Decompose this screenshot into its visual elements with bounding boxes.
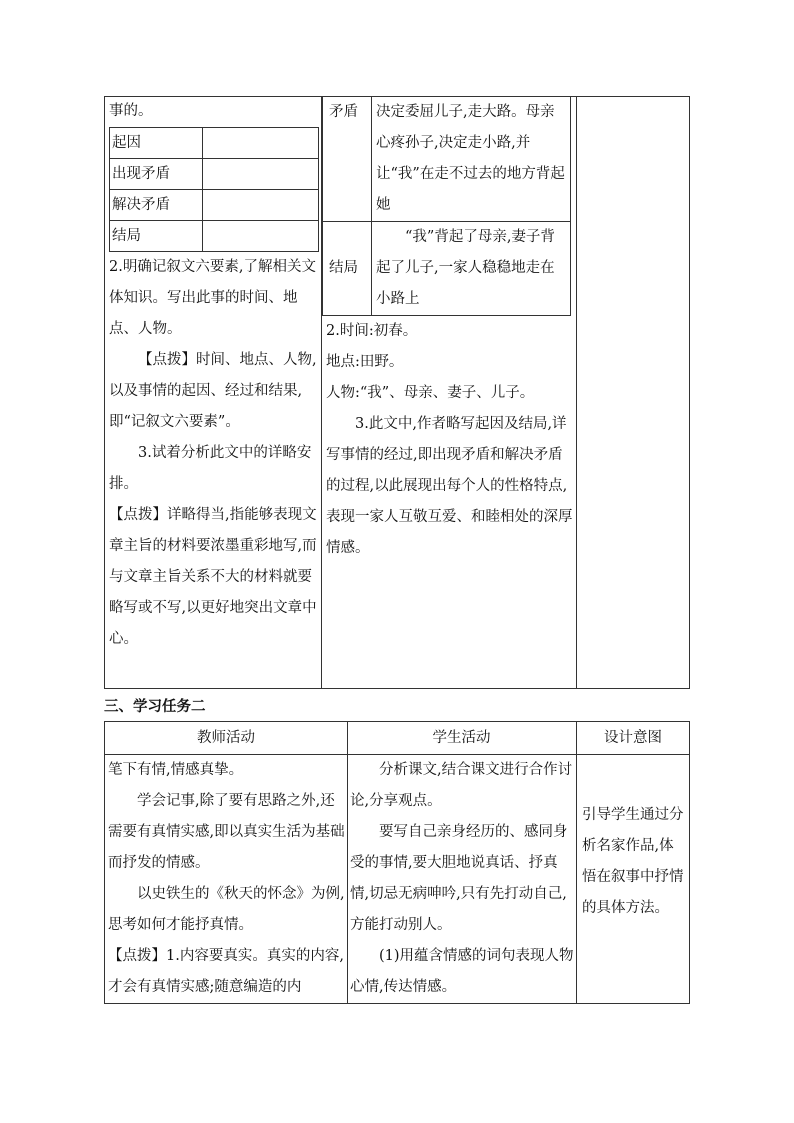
question-3: 3.试着分析此文中的详略安排。: [109, 445, 312, 492]
teacher-title: 笔下有情,情感真挚。: [108, 762, 244, 778]
table-row: [110, 221, 319, 252]
teacher-paragraph: 以史铁生的《秋天的怀念》为例,思考如何才能抒真情。: [108, 886, 345, 933]
plot-blank: [203, 128, 319, 159]
student-paragraph: 分析课文,结合课文进行合作讨论,分享观点。: [350, 762, 573, 809]
header-teacher: 教师活动: [197, 730, 255, 746]
section-title: 三、学习任务二: [104, 699, 206, 715]
row-text: “我”背起了母亲,妻子背起了儿子,一家人稳稳地走在小路上: [372, 222, 571, 316]
answer-place: 地点:田野。: [326, 354, 404, 370]
column-divider: [576, 722, 577, 1003]
table-row: [110, 190, 319, 221]
table-row: [323, 97, 571, 222]
question-2: 2.明确记叙文六要素,了解相关文体知识。写出此事的时间、地点、人物。: [109, 259, 316, 337]
plot-blank: [203, 159, 319, 190]
answer-people: 人物:“我”、母亲、妻子、儿子。: [326, 385, 535, 401]
tip-1: 【点拨】时间、地点、人物,以及事情的起因、经过和结果,即“记叙文六要素”。: [109, 352, 317, 430]
column-divider: [576, 97, 577, 688]
table-row: [110, 128, 319, 159]
teacher-activity-cell: [108, 755, 346, 1003]
teacher-paragraph: 学会记事,除了要有思路之外,还需要有真情实感,即以真实生活为基础而抒发的情感。: [108, 793, 345, 871]
plot-structure-table: [109, 127, 319, 252]
answer-time: 2.时间:初春。: [326, 323, 418, 339]
plot-blank: [203, 190, 319, 221]
teacher-tip: 【点拨】1.内容要真实。真实的内容,才会有真情实感;随意编造的内: [108, 948, 344, 995]
plot-label: 结局: [110, 221, 203, 252]
teacher-activity-cell: [105, 96, 321, 655]
plot-blank: [203, 221, 319, 252]
student-activity-cell: [350, 755, 576, 1003]
answer-3: 3.此文中,作者略写起因及结局,详写事情的经过,即出现矛盾和解决矛盾的过程,以此展现出每个人的性格特点,表现一家人互敬互爱、和睦相处的深厚情感。: [326, 416, 573, 556]
column-divider: [347, 722, 348, 1003]
header-intent: 设计意图: [604, 730, 662, 746]
intro-text: 事的。: [109, 103, 153, 119]
student-paragraph: 要写自己亲身经历的、感同身受的事情,要大胆地说真话、抒真情,切忌无病呻吟,只有先打动自己,方能打动别人。: [350, 824, 568, 933]
row-label: 结局: [323, 222, 372, 316]
student-paragraph: (1)用蕴含情感的词句表现人物心情,传达情感。: [350, 948, 574, 995]
table-row: [110, 159, 319, 190]
design-intent-cell: 引导学生通过分析名家作品,体悟在叙事中抒情的具体方法。: [582, 807, 684, 916]
table-row: [323, 222, 571, 316]
header-student: 学生活动: [432, 730, 491, 746]
student-answer-cell: [326, 316, 574, 564]
tip-2: 【点拨】详略得当,指能够表现文章主旨的材料要浓墨重彩地写,而与文章主旨关系不大的材料就要略写或不写,以更好地突出文章中心。: [109, 507, 317, 647]
row-label: 矛盾: [323, 97, 372, 222]
plot-label: 出现矛盾: [110, 159, 203, 190]
plot-label: 起因: [110, 128, 203, 159]
plot-label: 解决矛盾: [110, 190, 203, 221]
row-text: 决定委屈儿子,走大路。母亲心疼孙子,决定走小路,并让“我”在走不过去的地方背起她: [372, 97, 571, 222]
conflict-resolution-table: [322, 96, 571, 316]
